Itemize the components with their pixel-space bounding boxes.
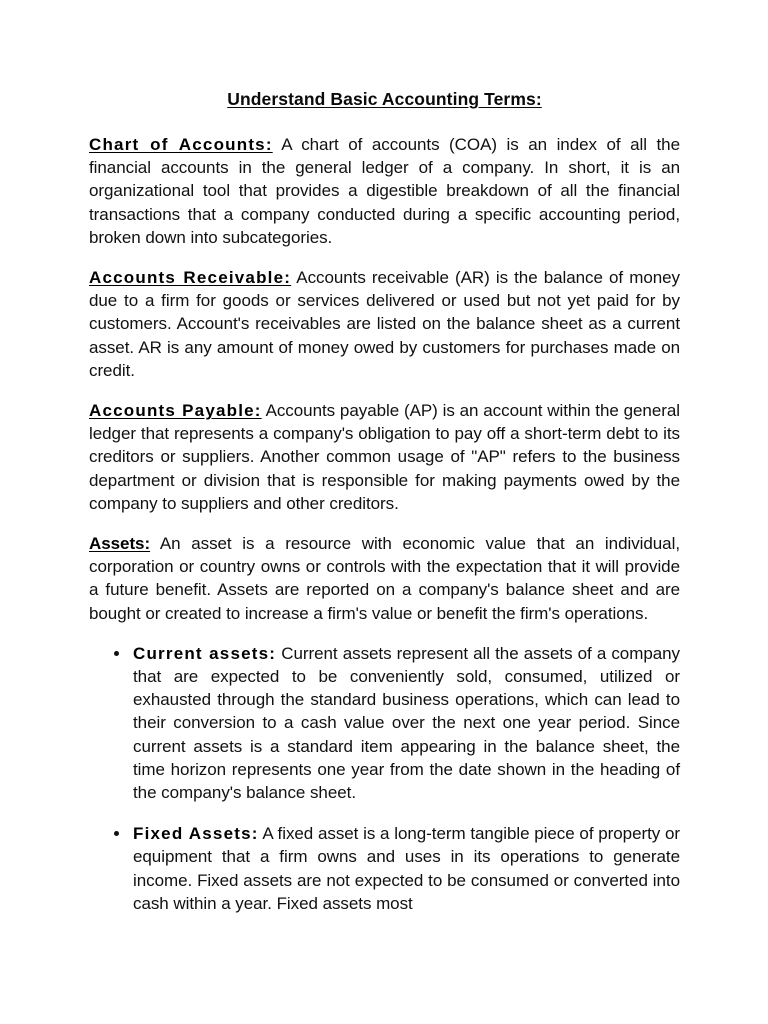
term-body-current-assets: Current assets represent all the assets of a company that are expected to be conveniently sold, consumed, utilized or exhausted through the standard business operations, which can lead to their conversion to a cash value over the next one year period. Since current assets is a standard item appearing in the balance sheet, the time horizon represents one year from the date shown in the heading of the company's balance sheet. bbox=[133, 643, 680, 803]
list-item-content bbox=[133, 642, 680, 804]
list-item-content bbox=[133, 822, 680, 915]
list-item bbox=[89, 642, 680, 804]
bullet-point-icon bbox=[114, 831, 119, 836]
term-body-chart-of-accounts: A chart of accounts (COA) is an index of all the financial accounts in the general ledger of a company. In short, it is an organizational tool that provides a digestible breakdown of all the financial transactions that a company conducted during a specific accounting period, broken down into subcategories. bbox=[89, 135, 680, 247]
paragraph-assets bbox=[89, 532, 680, 625]
term-body-fixed-assets: A fixed asset is a long-term tangible piece of property or equipment that a firm owns and uses in its operations to generate income. Fixed assets are not expected to be consumed or converted into cash within a year. Fixed assets most bbox=[133, 824, 681, 913]
term-label-fixed-assets: Fixed Assets: bbox=[133, 824, 259, 844]
paragraph-accounts-payable bbox=[89, 399, 680, 515]
term-body-accounts-payable: Accounts payable (AP) is an account within the general ledger that represents a company's obligation to pay off a short-term debt to its creditors or suppliers. Another common usage of "AP" refers to the business department or division that is responsible for making payments owed by the company to suppliers and other creditors. bbox=[89, 401, 680, 513]
term-label-current-assets: Current assets: bbox=[133, 643, 277, 663]
asset-types-list bbox=[89, 642, 680, 915]
term-body-assets: An asset is a resource with economic value that an individual, corporation or country owns or controls with the expectation that it will provide a future benefit. Assets are reported on a company's balance sheet and are bought or created to increase a firm's value or benefit the firm's operations. bbox=[89, 534, 680, 623]
list-item bbox=[89, 822, 680, 915]
bullet-point-icon bbox=[114, 651, 119, 656]
term-label-assets: Assets: bbox=[89, 534, 151, 554]
term-label-accounts-receivable: Accounts Receivable: bbox=[89, 268, 292, 288]
document-body bbox=[89, 88, 680, 915]
paragraph-accounts-receivable bbox=[89, 266, 680, 382]
term-body-accounts-receivable: Accounts receivable (AR) is the balance of money due to a firm for goods or services delivered or used but not yet paid for by customers. Account's receivables are listed on the balance sheet as a current asset. AR is any amount of money owed by customers for purchases made on credit. bbox=[89, 268, 680, 380]
term-label-accounts-payable: Accounts Payable: bbox=[89, 401, 262, 421]
page-title: Understand Basic Accounting Terms: bbox=[227, 89, 542, 109]
paragraph-chart-of-accounts bbox=[89, 133, 680, 249]
term-label-chart-of-accounts: Chart of Accounts: bbox=[89, 135, 273, 154]
